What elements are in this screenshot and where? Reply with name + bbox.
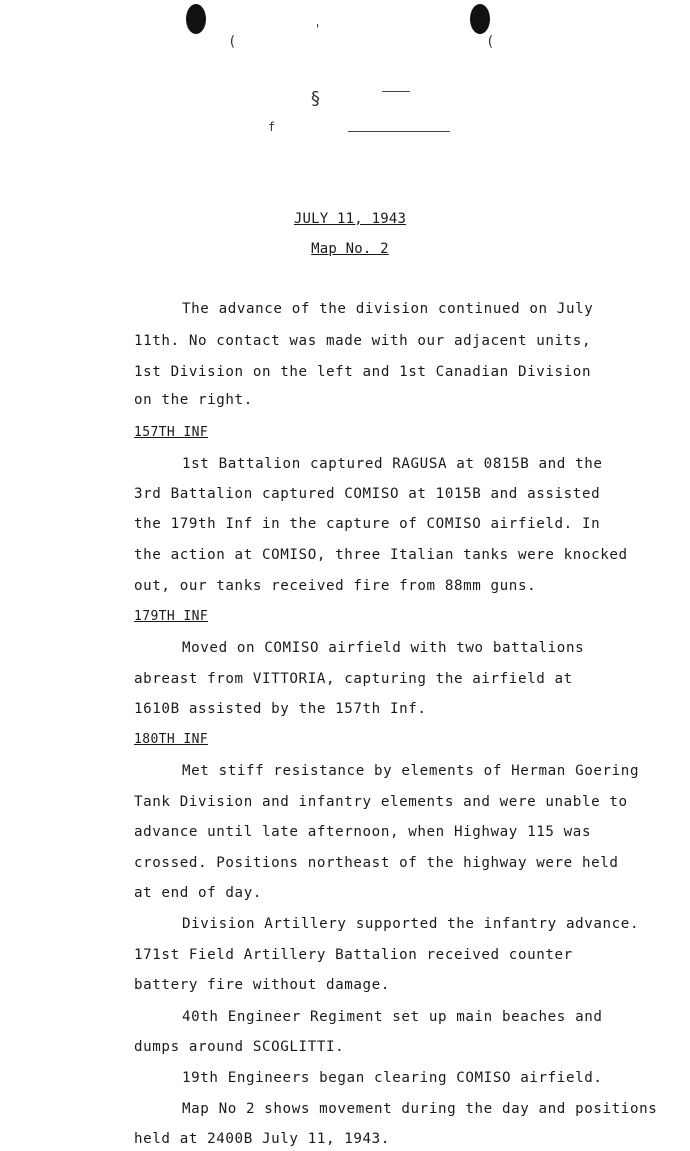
text-line: The advance of the division continued on July — [182, 301, 594, 317]
text-line: the action at COMISO, three Italian tanks were knocked — [134, 547, 628, 563]
punch-hole-left — [186, 4, 206, 34]
text-line: advance until late afternoon, when Highway 115 was — [134, 824, 592, 840]
text-line: on the right. — [134, 392, 253, 408]
text-line: the 179th Inf in the capture of COMISO airfield. In — [134, 516, 601, 532]
text-line: 11th. No contact was made with our adjacent units, — [134, 333, 592, 349]
text-line: 1610B assisted by the 157th Inf. — [134, 701, 427, 717]
stray-mark: ' — [314, 22, 322, 36]
text-line: Division Artillery supported the infantry advance. — [182, 916, 640, 932]
text-line: dumps around SCOGLITTI. — [134, 1039, 345, 1055]
section-heading: 180TH INF — [134, 732, 209, 747]
stray-rule — [348, 131, 450, 132]
punch-hole-right — [470, 4, 490, 34]
text-line: at end of day. — [134, 885, 262, 901]
text-line: 40th Engineer Regiment set up main beaches and — [182, 1009, 603, 1025]
section-heading: 179TH INF — [134, 609, 209, 624]
text-line: 19th Engineers began clearing COMISO airfield. — [182, 1070, 603, 1086]
page-title: JULY 11, 1943 — [293, 211, 407, 227]
stray-mark: f — [268, 120, 276, 134]
text-line: abreast from VITTORIA, capturing the airfield at — [134, 671, 573, 687]
stray-mark: ( — [486, 34, 495, 50]
text-line: battery fire without damage. — [134, 977, 390, 993]
stray-rule — [382, 91, 410, 92]
text-line: held at 2400B July 11, 1943. — [134, 1131, 390, 1147]
stray-mark: § — [310, 88, 321, 109]
map-reference: Map No. 2 — [311, 241, 389, 257]
text-line: Met stiff resistance by elements of Herman Goering — [182, 763, 640, 779]
text-line: Moved on COMISO airfield with two battalions — [182, 640, 585, 656]
text-line: 171st Field Artillery Battalion received counter — [134, 947, 573, 963]
stray-mark: ( — [228, 34, 237, 50]
section-heading: 157TH INF — [134, 425, 209, 440]
text-line: 3rd Battalion captured COMISO at 1015B and assisted — [134, 486, 601, 502]
text-line: 1st Division on the left and 1st Canadian Division — [134, 364, 592, 380]
text-line: 1st Battalion captured RAGUSA at 0815B and the — [182, 456, 603, 472]
text-line: crossed. Positions northeast of the highway were held — [134, 855, 619, 871]
text-line: Map No 2 shows movement during the day and positions — [182, 1101, 658, 1117]
text-line: Tank Division and infantry elements and were unable to — [134, 794, 628, 810]
text-line: out, our tanks received fire from 88mm guns. — [134, 578, 537, 594]
